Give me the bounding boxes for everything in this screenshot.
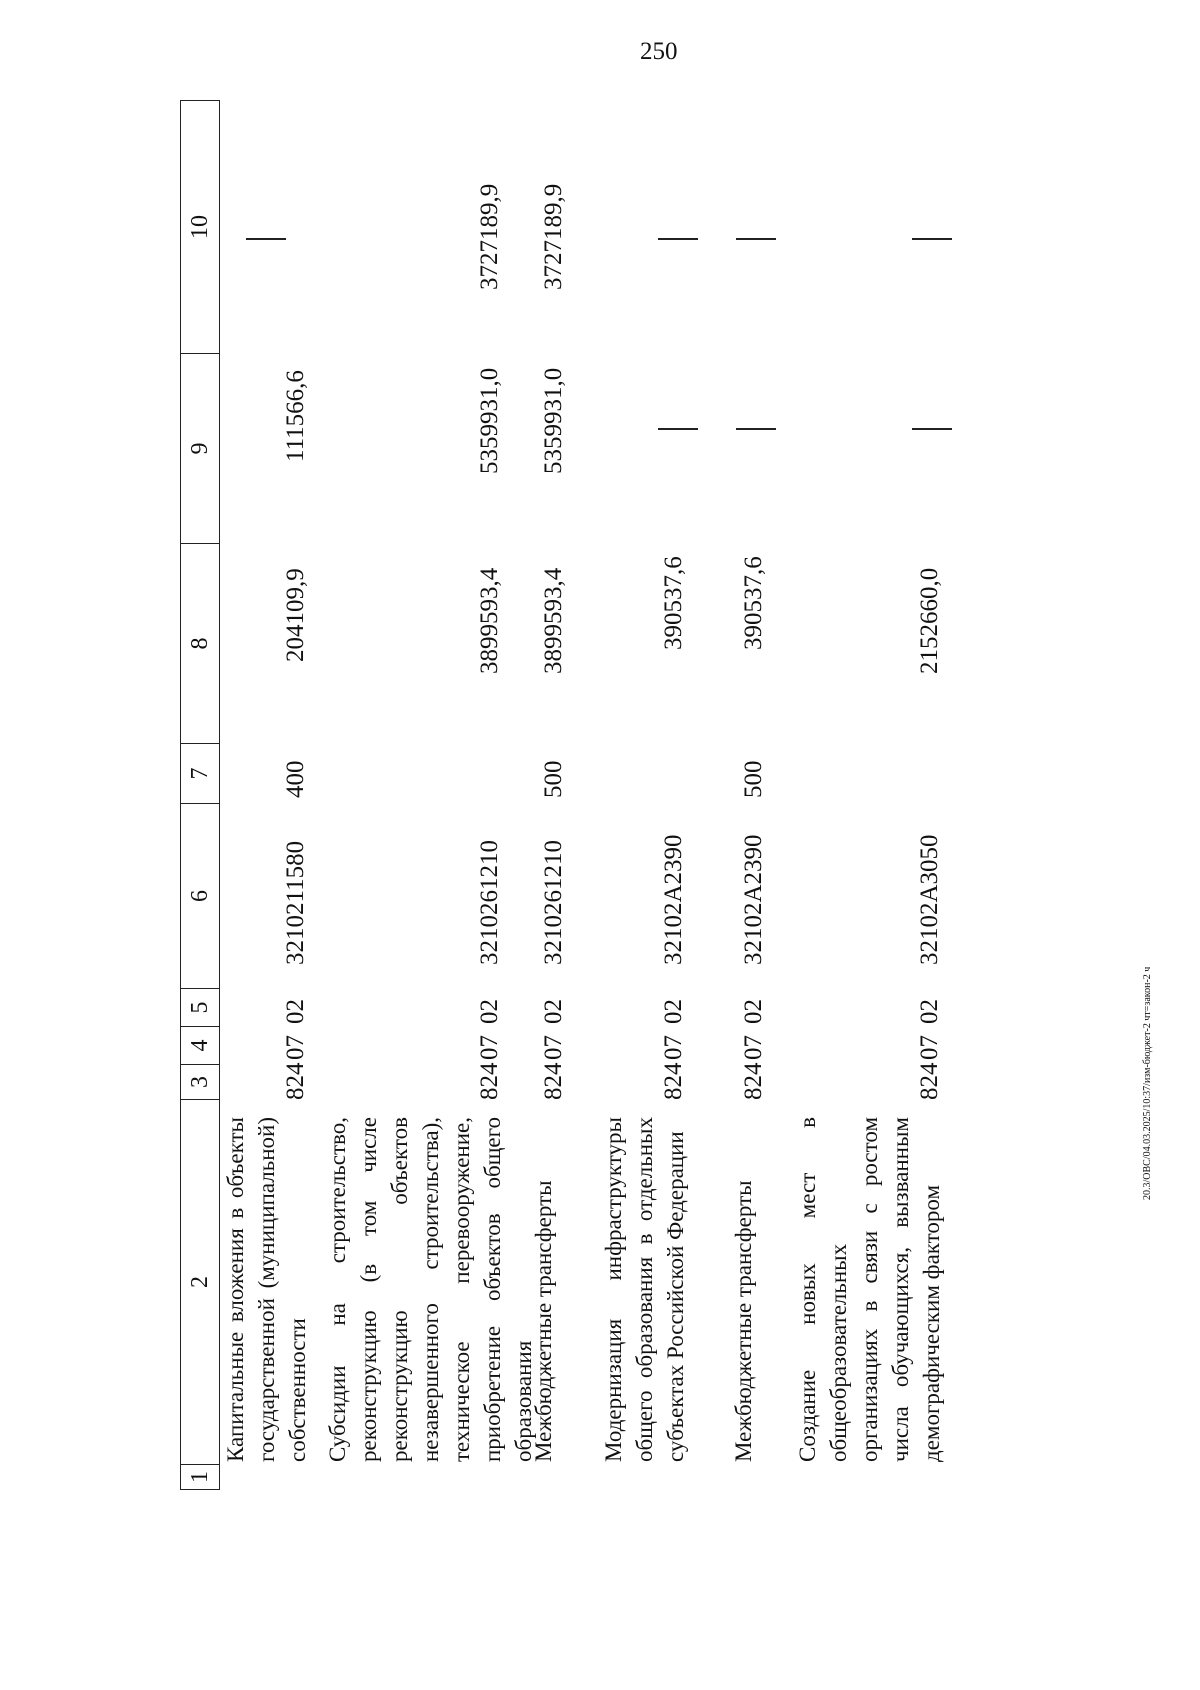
header-col-8: 8 — [181, 543, 219, 743]
row-col7: 400 — [282, 760, 309, 798]
row-col4: 07 — [740, 1035, 767, 1060]
header-col-7: 7 — [181, 743, 219, 803]
row-description: Создание новых мест в общеобразовательных организациях в связи с ростом числа обучающихся, вызванным демографическим фактором — [795, 1117, 944, 1462]
row-col5: 02 — [916, 999, 943, 1024]
header-col-3: 3 — [181, 1064, 219, 1099]
row-col10-dash — [912, 239, 952, 241]
row-col5: 02 — [540, 999, 567, 1024]
row-col4: 07 — [282, 1035, 309, 1060]
row-col5: 02 — [282, 999, 309, 1024]
row-description: Модернизация инфраструктуры общего образования в отдельных субъектах Российской Федерации — [601, 1117, 688, 1462]
row-description: Капитальные вложения в объекты государственной (муниципальной) собственности — [223, 1117, 310, 1462]
row-col9-dash — [736, 429, 776, 431]
row-description: Межбюджетные трансферты — [731, 1180, 756, 1462]
row-col8: 3899593,4 — [540, 567, 567, 674]
document-footer: 20.3/OBC/04.03.2025/10:37/изм-бюджет-2 чт=закон-2 ч — [1142, 966, 1153, 1200]
row-col6: 32102A2390 — [740, 834, 767, 965]
row-col3: 824 — [282, 1062, 309, 1100]
row-col3: 824 — [476, 1062, 503, 1100]
row-col3: 824 — [916, 1062, 943, 1100]
row-col8: 204109,9 — [282, 568, 309, 662]
row-col9-dash — [658, 429, 698, 431]
row-col4: 07 — [476, 1035, 503, 1060]
row-col8: 390537,6 — [660, 556, 687, 650]
row-col10-dash — [246, 239, 286, 241]
page-number: 250 — [640, 38, 678, 65]
table-header-row — [180, 100, 220, 1490]
row-col6: 3210211580 — [282, 840, 309, 965]
row-col6: 32102A3050 — [916, 834, 943, 965]
row-col9-dash — [912, 429, 952, 431]
row-col6: 32102A2390 — [660, 834, 687, 965]
header-col-2: 2 — [181, 1099, 219, 1464]
row-col10: 3727189,9 — [540, 183, 567, 290]
row-col3: 824 — [660, 1062, 687, 1100]
row-col8: 390537,6 — [740, 556, 767, 650]
header-col-4: 4 — [181, 1026, 219, 1064]
row-col3: 824 — [540, 1062, 567, 1100]
row-col9: 111566,6 — [282, 370, 309, 462]
row-col5: 02 — [740, 999, 767, 1024]
row-col5: 02 — [476, 999, 503, 1024]
row-col4: 07 — [540, 1035, 567, 1060]
header-col-10: 10 — [187, 215, 213, 239]
row-col10: 3727189,9 — [476, 183, 503, 290]
row-description: Межбюджетные трансферты — [531, 1180, 556, 1462]
row-col9: 5359931,0 — [540, 367, 567, 474]
row-col10-dash — [736, 239, 776, 241]
row-col8: 3899593,4 — [476, 567, 503, 674]
row-col6: 3210261210 — [476, 840, 503, 965]
header-col-1: 1 — [181, 1464, 219, 1489]
row-description: Субсидии на строительство, реконструкцию (в том числе реконструкцию объектов незавершенного строительства), техническое перевооружение, приобретение объектов общего образования — [325, 1117, 536, 1462]
row-col4: 07 — [916, 1035, 943, 1060]
row-col6: 3210261210 — [540, 840, 567, 965]
row-col7: 500 — [740, 760, 767, 798]
row-col3: 824 — [740, 1062, 767, 1100]
header-col-5: 5 — [181, 988, 219, 1026]
row-col8: 2152660,0 — [916, 567, 943, 674]
row-col5: 02 — [660, 999, 687, 1024]
row-col4: 07 — [660, 1035, 687, 1060]
header-col-9: 9 — [181, 353, 219, 543]
row-col7: 500 — [540, 760, 567, 798]
header-col-6: 6 — [181, 803, 219, 988]
budget-table — [180, 0, 1120, 1530]
row-col9: 5359931,0 — [476, 367, 503, 474]
row-col10-dash — [658, 239, 698, 241]
